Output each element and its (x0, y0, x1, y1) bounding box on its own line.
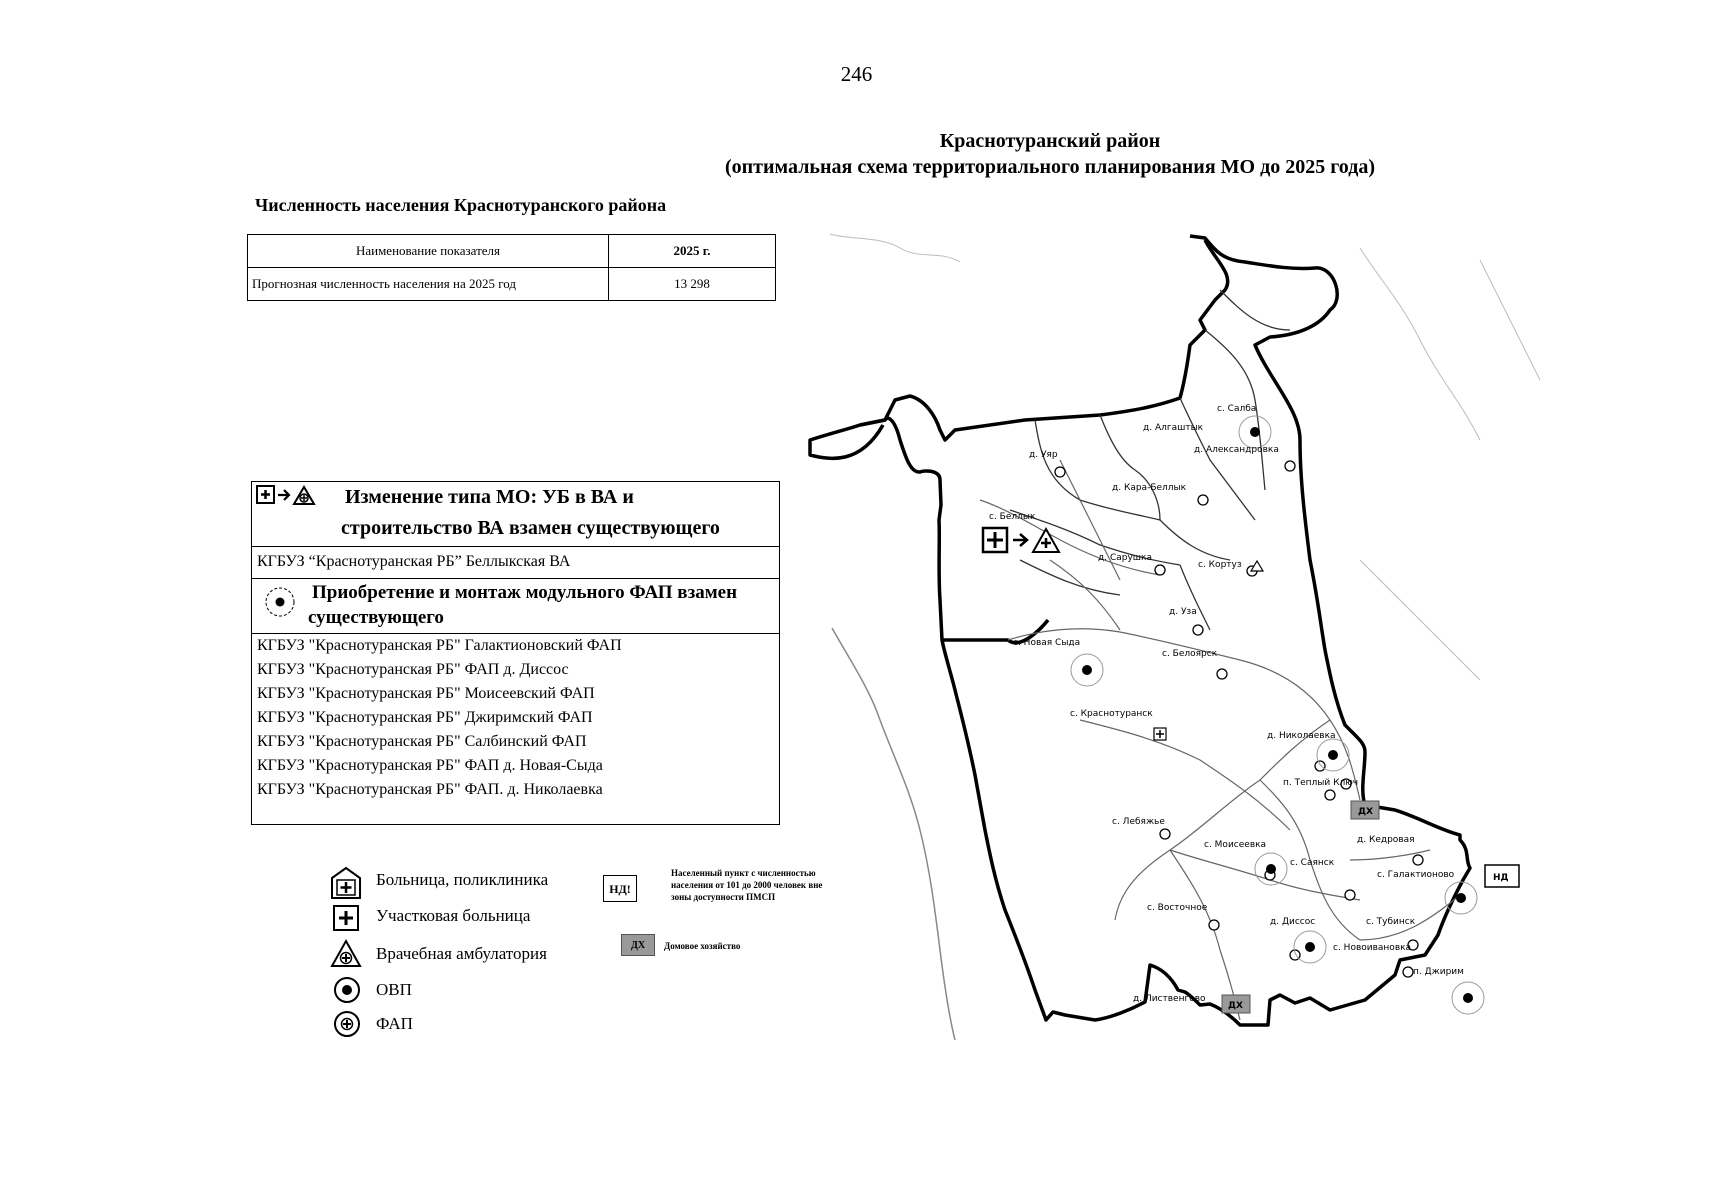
list-item: КГБУЗ "Краснотуранская РБ" Моисеевский ФАП (257, 685, 595, 702)
fap-icon (1055, 467, 1065, 477)
population-heading: Численность населения Краснотуранского района (255, 195, 667, 215)
legend-label: Больница, поликлиника (376, 870, 549, 889)
fap-icon (1155, 565, 1165, 575)
list-item: КГБУЗ "Краснотуранская РБ" ФАП д. Новая-Сыда (257, 757, 603, 774)
legend-label: Участковая больница (376, 906, 531, 925)
settlement-label: с. Саянск (1290, 858, 1335, 868)
settlement-label: с. Лебяжье (1112, 817, 1165, 827)
fap-icon (1413, 855, 1423, 865)
section1-heading-line1: Изменение типа МО: УБ в ВА и (345, 486, 634, 508)
settlement-label: с. Галактионово (1377, 870, 1455, 880)
fap-icon (1403, 967, 1413, 977)
nd-desc-line: зоны доступности ПМСП (671, 892, 776, 902)
legend-label: Врачебная амбулатория (376, 944, 547, 963)
page-number: 246 (840, 62, 873, 86)
fap-markers (1055, 461, 1423, 977)
ovp-icon (1294, 931, 1326, 963)
settlement-label: п. Джирим (1413, 967, 1464, 977)
settlement-label: д. Николаевка (1267, 731, 1336, 741)
fap-icon (1193, 625, 1203, 635)
fap-icon (1325, 790, 1335, 800)
district-boundary-north (860, 240, 1228, 440)
row-value: 13 298 (609, 268, 776, 301)
settlement-labels (989, 404, 1464, 1004)
settlement-label: с. Новая Сыда (1013, 638, 1081, 648)
list-item: КГБУЗ "Краснотуранская РБ" Галактионовский ФАП (257, 637, 622, 654)
settlement-label: д. Уяр (1029, 450, 1058, 460)
nd-legend-badge: НД! (603, 875, 637, 902)
nd-marker-label: НД (1493, 873, 1509, 883)
settlement-label: с. Белоярск (1162, 649, 1218, 659)
settlement-label: с. Кортуз (1198, 560, 1242, 570)
fap-icon (1285, 461, 1295, 471)
list-item: КГБУЗ "Краснотуранская РБ" ФАП. д. Николаевка (257, 781, 603, 798)
section1-heading-line2: строительство ВА взамен существующего (341, 517, 720, 539)
ovp-icon (1317, 739, 1349, 771)
district-boundary (810, 236, 1470, 1025)
nd-desc-line: населения от 101 до 2000 человек вне (671, 880, 823, 890)
ovp-icon (1239, 416, 1271, 448)
arrow-icon (1013, 534, 1027, 546)
dx-legend-badge: ДХ (621, 934, 655, 956)
settlement-label: д. Кедровая (1357, 835, 1415, 845)
settlement-label: д. Сарушка (1098, 553, 1152, 563)
settlement-label: д. Лиственгово (1133, 994, 1206, 1004)
list-item: КГБУЗ "Краснотуранская РБ" ФАП д. Диссос (257, 661, 569, 678)
section2-heading-line2: существующего (308, 607, 444, 628)
dx-marker-label: ДХ (1228, 1001, 1243, 1011)
settlement-label: с. Моисеевка (1204, 840, 1267, 850)
fap-icon (1345, 890, 1355, 900)
settlement-label: д. Алгаштык (1143, 423, 1204, 433)
internal-boundaries (1010, 290, 1290, 630)
settlement-label: с. Салба (1217, 404, 1257, 414)
row-indicator: Прогнозная численность населения на 2025 год (248, 268, 609, 301)
settlement-label: с. Тубинск (1366, 917, 1416, 927)
nd-desc-line: Населенный пункт с численностью (671, 868, 816, 878)
legend-label: ОВП (376, 980, 412, 999)
section1-item: КГБУЗ “Краснотуранская РБ” Беллыкская ВА (252, 546, 779, 579)
section2-heading-line1: Приобретение и монтаж модульного ФАП взамен (312, 582, 738, 603)
ovp-icon (1071, 654, 1103, 686)
ovp-icon (1452, 982, 1484, 1014)
fap-icon (1209, 920, 1219, 930)
settlement-label: с. Восточное (1147, 903, 1208, 913)
settlement-label: с. Новоивановка (1333, 943, 1412, 953)
legend-label: ФАП (376, 1014, 413, 1033)
settlement-label: д. Диссос (1270, 917, 1316, 927)
header-year: 2025 г. (609, 235, 776, 268)
settlement-label: д. Александровка (1194, 445, 1279, 455)
dx-marker-label: ДХ (1358, 807, 1373, 817)
settlement-label: с. Краснотуранск (1070, 709, 1153, 719)
settlement-label: п. Теплый Ключ (1283, 778, 1359, 788)
header-indicator: Наименование показателя (248, 235, 609, 268)
settlement-label: д. Уза (1169, 607, 1197, 617)
settlement-label: д. Кара-Беллык (1112, 483, 1187, 493)
title-line-2: (оптимальная схема территориального планирования МО до 2025 года) (725, 156, 1375, 178)
fap-icon (1160, 829, 1170, 839)
fap-icon (1198, 495, 1208, 505)
dx-legend-text: Домовое хозяйство (664, 941, 741, 951)
list-item: КГБУЗ "Краснотуранская РБ" Джиримский ФАП (257, 709, 593, 726)
bellyk-change-marker (983, 528, 1059, 552)
fap-icon (1217, 669, 1227, 679)
fap-icon (1315, 761, 1325, 771)
settlement-label: с. Беллык (989, 512, 1036, 522)
river (832, 628, 955, 1040)
title-line-1: Краснотуранский район (939, 130, 1161, 152)
list-item: КГБУЗ "Краснотуранская РБ" Салбинский ФАП (257, 733, 587, 750)
